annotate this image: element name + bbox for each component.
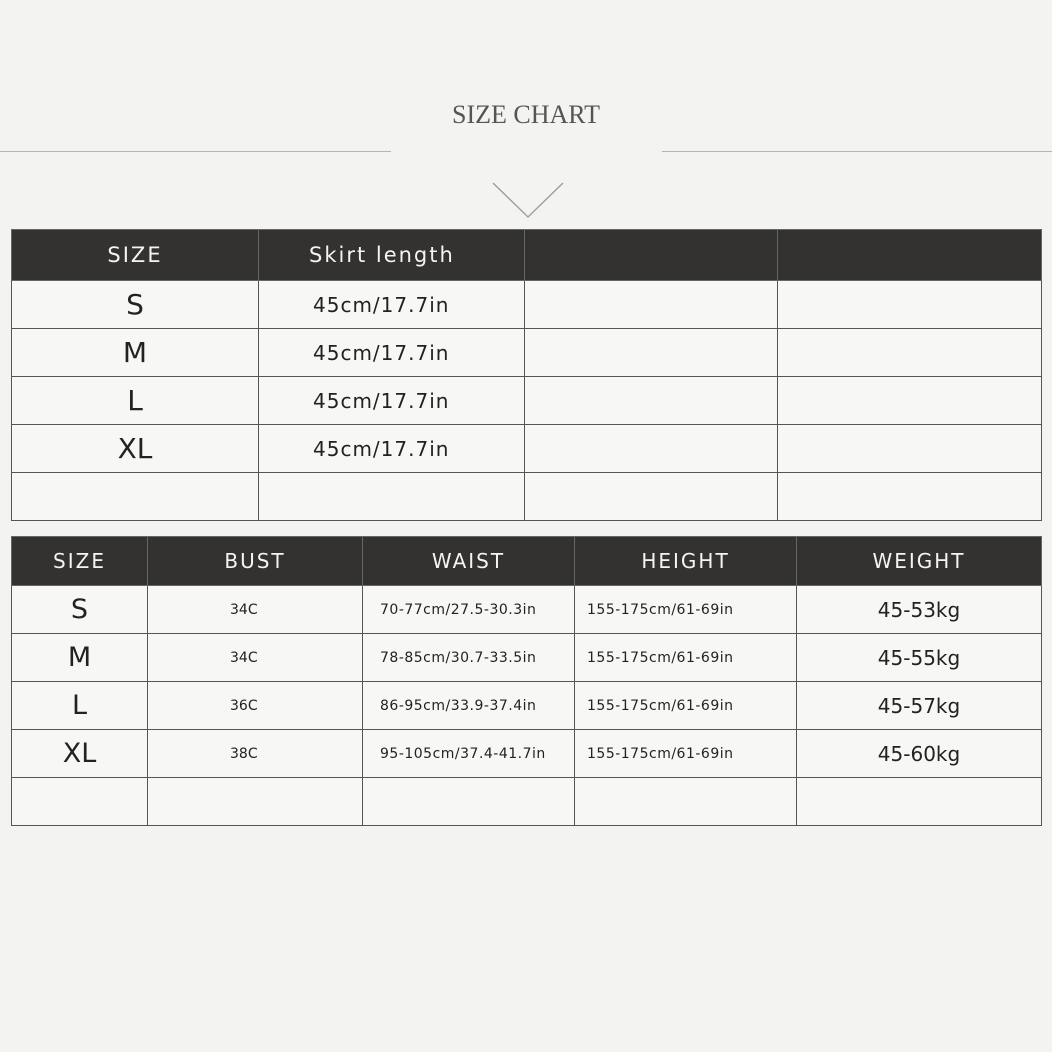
size-cell: S bbox=[12, 586, 148, 634]
weight-cell: 45-57kg bbox=[797, 682, 1042, 730]
weight-cell bbox=[797, 778, 1042, 826]
column-header-size: SIZE bbox=[12, 230, 259, 281]
empty-cell bbox=[778, 281, 1042, 329]
weight-cell: 45-60kg bbox=[797, 730, 1042, 778]
bust-cell: 34C bbox=[148, 586, 363, 634]
table-header-row bbox=[12, 537, 1042, 586]
empty-cell bbox=[525, 329, 778, 377]
size-cell: M bbox=[12, 329, 259, 377]
column-header-empty bbox=[525, 230, 778, 281]
size-cell: L bbox=[12, 377, 259, 425]
size-cell bbox=[12, 778, 148, 826]
size-cell: XL bbox=[12, 730, 148, 778]
column-header-height: HEIGHT bbox=[575, 537, 797, 586]
table-row bbox=[12, 329, 1042, 377]
page-title: SIZE CHART bbox=[452, 100, 600, 129]
skirt-length-cell bbox=[259, 473, 525, 521]
chevron-down-icon bbox=[491, 181, 565, 221]
empty-cell bbox=[778, 473, 1042, 521]
column-header-weight: WEIGHT bbox=[797, 537, 1042, 586]
size-cell bbox=[12, 473, 259, 521]
waist-cell: 70-77cm/27.5-30.3in bbox=[363, 586, 575, 634]
waist-cell bbox=[363, 778, 575, 826]
skirt-length-table bbox=[11, 229, 1042, 521]
column-header-empty bbox=[778, 230, 1042, 281]
height-cell: 155-175cm/61-69in bbox=[575, 682, 797, 730]
size-cell: XL bbox=[12, 425, 259, 473]
skirt-length-cell: 45cm/17.7in bbox=[259, 329, 525, 377]
weight-cell: 45-55kg bbox=[797, 634, 1042, 682]
body-measurements-table bbox=[11, 536, 1042, 826]
empty-cell bbox=[778, 425, 1042, 473]
skirt-length-cell: 45cm/17.7in bbox=[259, 377, 525, 425]
bust-cell bbox=[148, 778, 363, 826]
height-cell bbox=[575, 778, 797, 826]
table-row bbox=[12, 586, 1042, 634]
table-row bbox=[12, 634, 1042, 682]
waist-cell: 78-85cm/30.7-33.5in bbox=[363, 634, 575, 682]
empty-cell bbox=[525, 377, 778, 425]
table-row bbox=[12, 473, 1042, 521]
table-row bbox=[12, 778, 1042, 826]
title-divider-left bbox=[0, 151, 391, 152]
bust-cell: 38C bbox=[148, 730, 363, 778]
size-cell: L bbox=[12, 682, 148, 730]
empty-cell bbox=[525, 425, 778, 473]
skirt-length-cell: 45cm/17.7in bbox=[259, 425, 525, 473]
empty-cell bbox=[778, 377, 1042, 425]
bust-cell: 34C bbox=[148, 634, 363, 682]
empty-cell bbox=[525, 473, 778, 521]
waist-cell: 95-105cm/37.4-41.7in bbox=[363, 730, 575, 778]
table-row bbox=[12, 281, 1042, 329]
height-cell: 155-175cm/61-69in bbox=[575, 634, 797, 682]
waist-cell: 86-95cm/33.9-37.4in bbox=[363, 682, 575, 730]
weight-cell: 45-53kg bbox=[797, 586, 1042, 634]
title-divider-right bbox=[662, 151, 1052, 152]
size-cell: M bbox=[12, 634, 148, 682]
table-header-row bbox=[12, 230, 1042, 281]
column-header-waist: WAIST bbox=[363, 537, 575, 586]
table-row bbox=[12, 682, 1042, 730]
height-cell: 155-175cm/61-69in bbox=[575, 586, 797, 634]
empty-cell bbox=[525, 281, 778, 329]
bust-cell: 36C bbox=[148, 682, 363, 730]
empty-cell bbox=[778, 329, 1042, 377]
size-cell: S bbox=[12, 281, 259, 329]
column-header-size: SIZE bbox=[12, 537, 148, 586]
column-header-bust: BUST bbox=[148, 537, 363, 586]
table-row bbox=[12, 377, 1042, 425]
table-row bbox=[12, 730, 1042, 778]
column-header-skirt-length: Skirt length bbox=[259, 230, 525, 281]
skirt-length-cell: 45cm/17.7in bbox=[259, 281, 525, 329]
height-cell: 155-175cm/61-69in bbox=[575, 730, 797, 778]
table-row bbox=[12, 425, 1042, 473]
